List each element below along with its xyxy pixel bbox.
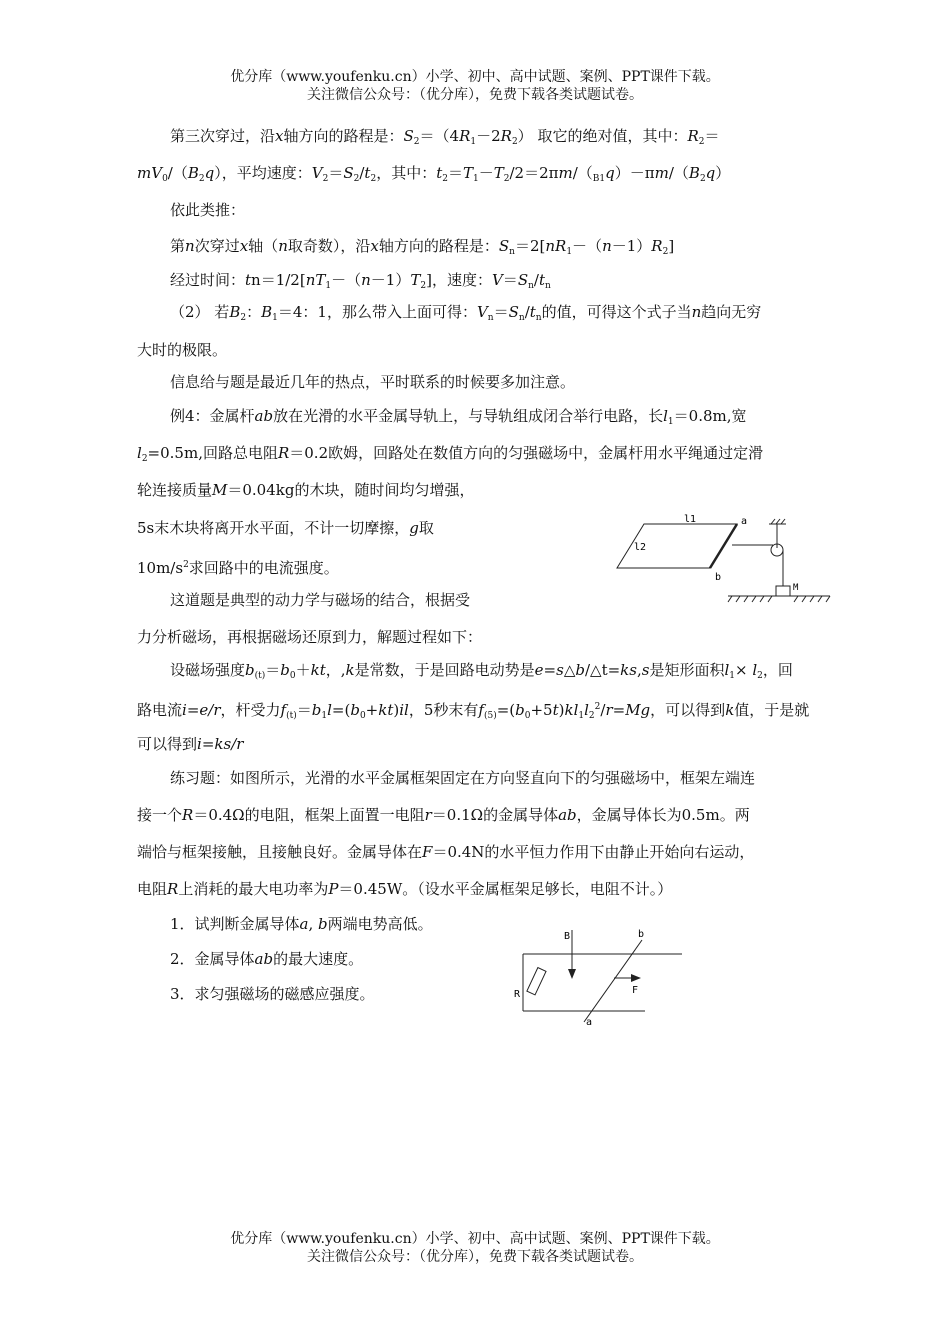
paragraph-6: 信息给与题是最近几年的热点，平时联系的时候要多加注意。 (170, 373, 576, 391)
question-3: 3．求匀强磁场的磁感应强度。 (170, 985, 375, 1003)
footer-line-1: 优分库（www.youfenku.cn）小学、初中、高中试题、案例、PPT课件下载。 (230, 1231, 720, 1247)
figure-1-diagram (612, 510, 837, 610)
label-a: a (741, 516, 748, 527)
paragraph-2: 依此类推： (170, 201, 246, 219)
rod-ab (710, 524, 737, 568)
label-R: R (514, 989, 521, 1000)
header-line-2: 关注微信公众号：（优分库），免费下载各类试题试卷。 (307, 87, 643, 103)
label-F: F (632, 985, 639, 996)
figure-2-diagram (510, 924, 690, 1028)
label-a: a (586, 1017, 593, 1028)
label-l1: l1 (684, 514, 697, 525)
paragraph-4: 经过时间：$tn=1/2[nT_1-(n-1)T_2]$，速度：$V=S_n/t_n$ (170, 271, 551, 291)
paragraph-3: 第n次穿过x轴（n取奇数），沿x轴方向的路程是：$S_n=2[nR_1-(n-1)R_2]$ (170, 237, 675, 257)
label-l2: l2 (634, 542, 647, 553)
question-2: 2．金属导体ab的最大速度。 (170, 950, 364, 968)
label-b: b (715, 572, 722, 583)
label-b: b (638, 929, 645, 940)
label-M: M (793, 583, 799, 593)
label-B: B (564, 931, 571, 942)
header-line-1: 优分库（www.youfenku.cn）小学、初中、高中试题、案例、PPT课件下载。 (230, 69, 720, 85)
question-1: 1．试判断金属导体a, b两端电势高低。 (170, 915, 433, 933)
footer-line-2: 关注微信公众号：（优分库），免费下载各类试题试卷。 (307, 1249, 643, 1265)
resistor-R (527, 968, 546, 995)
block-M (776, 586, 790, 596)
